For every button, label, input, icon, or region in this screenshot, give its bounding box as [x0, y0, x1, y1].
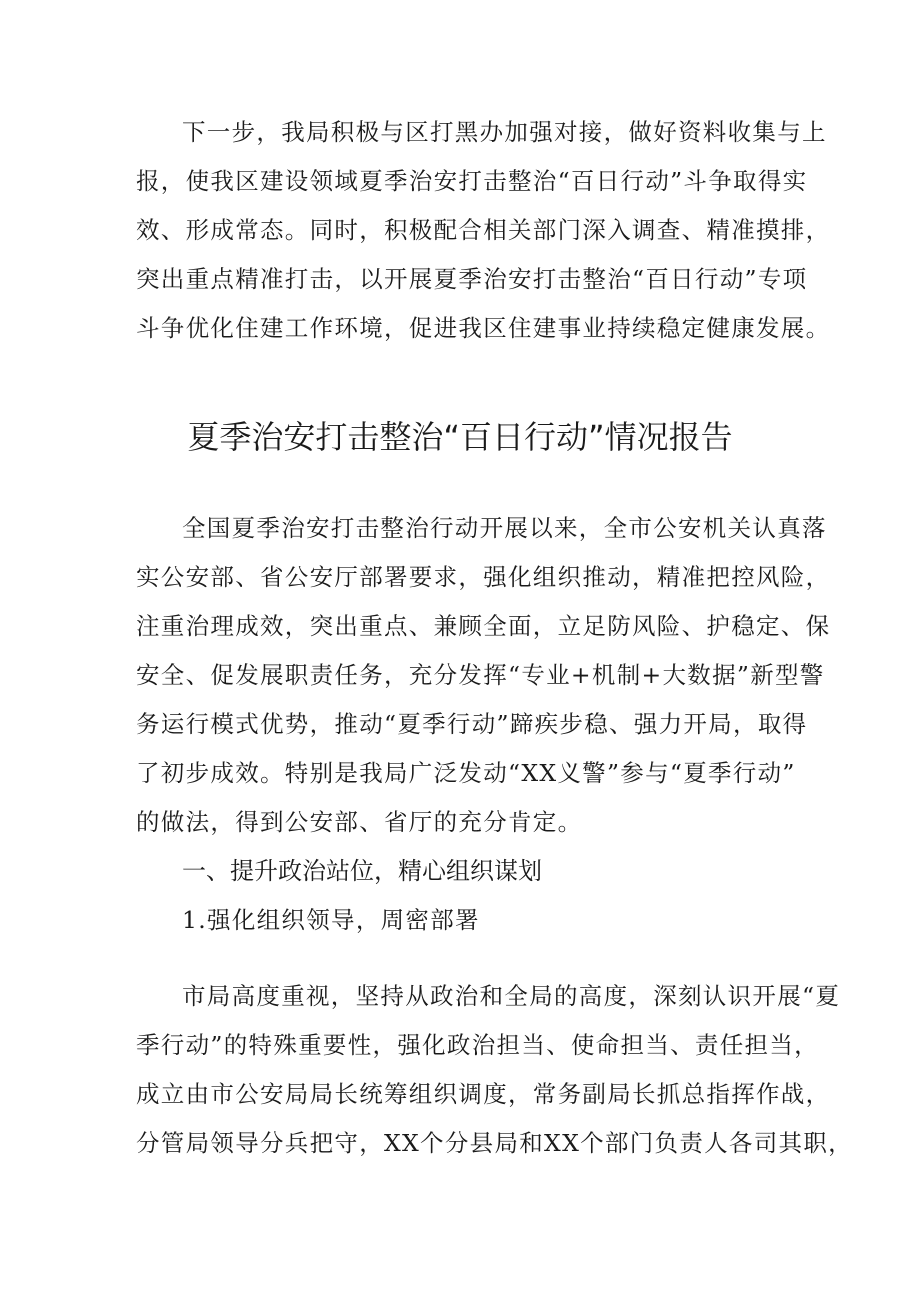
- section-line-2: 季行动”的特殊重要性，强化政治担当、使命担当、责任担当，: [136, 1031, 819, 1059]
- section-line-3: 成立由市公安局局长统筹组织调度，常务副局长抓总指挥作战，: [136, 1080, 831, 1108]
- opening-line-7: 的做法，得到公安部、省厅的充分肯定。: [136, 808, 583, 836]
- intro-line-5: 斗争优化住建工作环境，促进我区住建事业持续稳定健康发展。: [136, 314, 831, 342]
- opening-line-1: 全国夏季治安打击整治行动开展以来，全市公安机关认真落: [182, 514, 827, 542]
- section-subheading: 1.强化组织领导，周密部署: [182, 906, 480, 934]
- opening-line-4: 安全、促发展职责任务，充分发挥“专业+机制+大数据”新型警: [136, 661, 825, 689]
- section-line-1: 市局高度重视，坚持从政治和全局的高度，深刻认识开展“夏: [182, 982, 841, 1010]
- intro-line-3: 效、形成常态。同时，积极配合相关部门深入调查、精准摸排，: [136, 216, 831, 244]
- section-heading: 一、提升政治站位，精心组织谋划: [182, 857, 542, 885]
- intro-line-1: 下一步，我局积极与区打黑办加强对接，做好资料收集与上: [182, 118, 827, 146]
- opening-line-5: 务运行模式优势，推动“夏季行动”蹄疾步稳、强力开局，取得: [136, 710, 808, 738]
- opening-line-6: 了初步成效。特别是我局广泛发动“XX义警”参与“夏季行动”: [136, 759, 796, 787]
- opening-line-3: 注重治理成效，突出重点、兼顾全面，立足防风险、护稳定、保: [136, 612, 831, 640]
- opening-line-2: 实公安部、省公安厅部署要求，强化组织推动，精准把控风险，: [136, 563, 831, 591]
- section-line-4: 分管局领导分兵把守，XX个分县局和XX个部门负责人各司其职，: [136, 1129, 853, 1157]
- intro-line-2: 报，使我区建设领域夏季治安打击整治“百日行动”斗争取得实: [136, 167, 808, 195]
- intro-line-4: 突出重点精准打击，以开展夏季治安打击整治“百日行动”专项: [136, 265, 808, 293]
- report-title: 夏季治安打击整治“百日行动”情况报告: [187, 418, 733, 456]
